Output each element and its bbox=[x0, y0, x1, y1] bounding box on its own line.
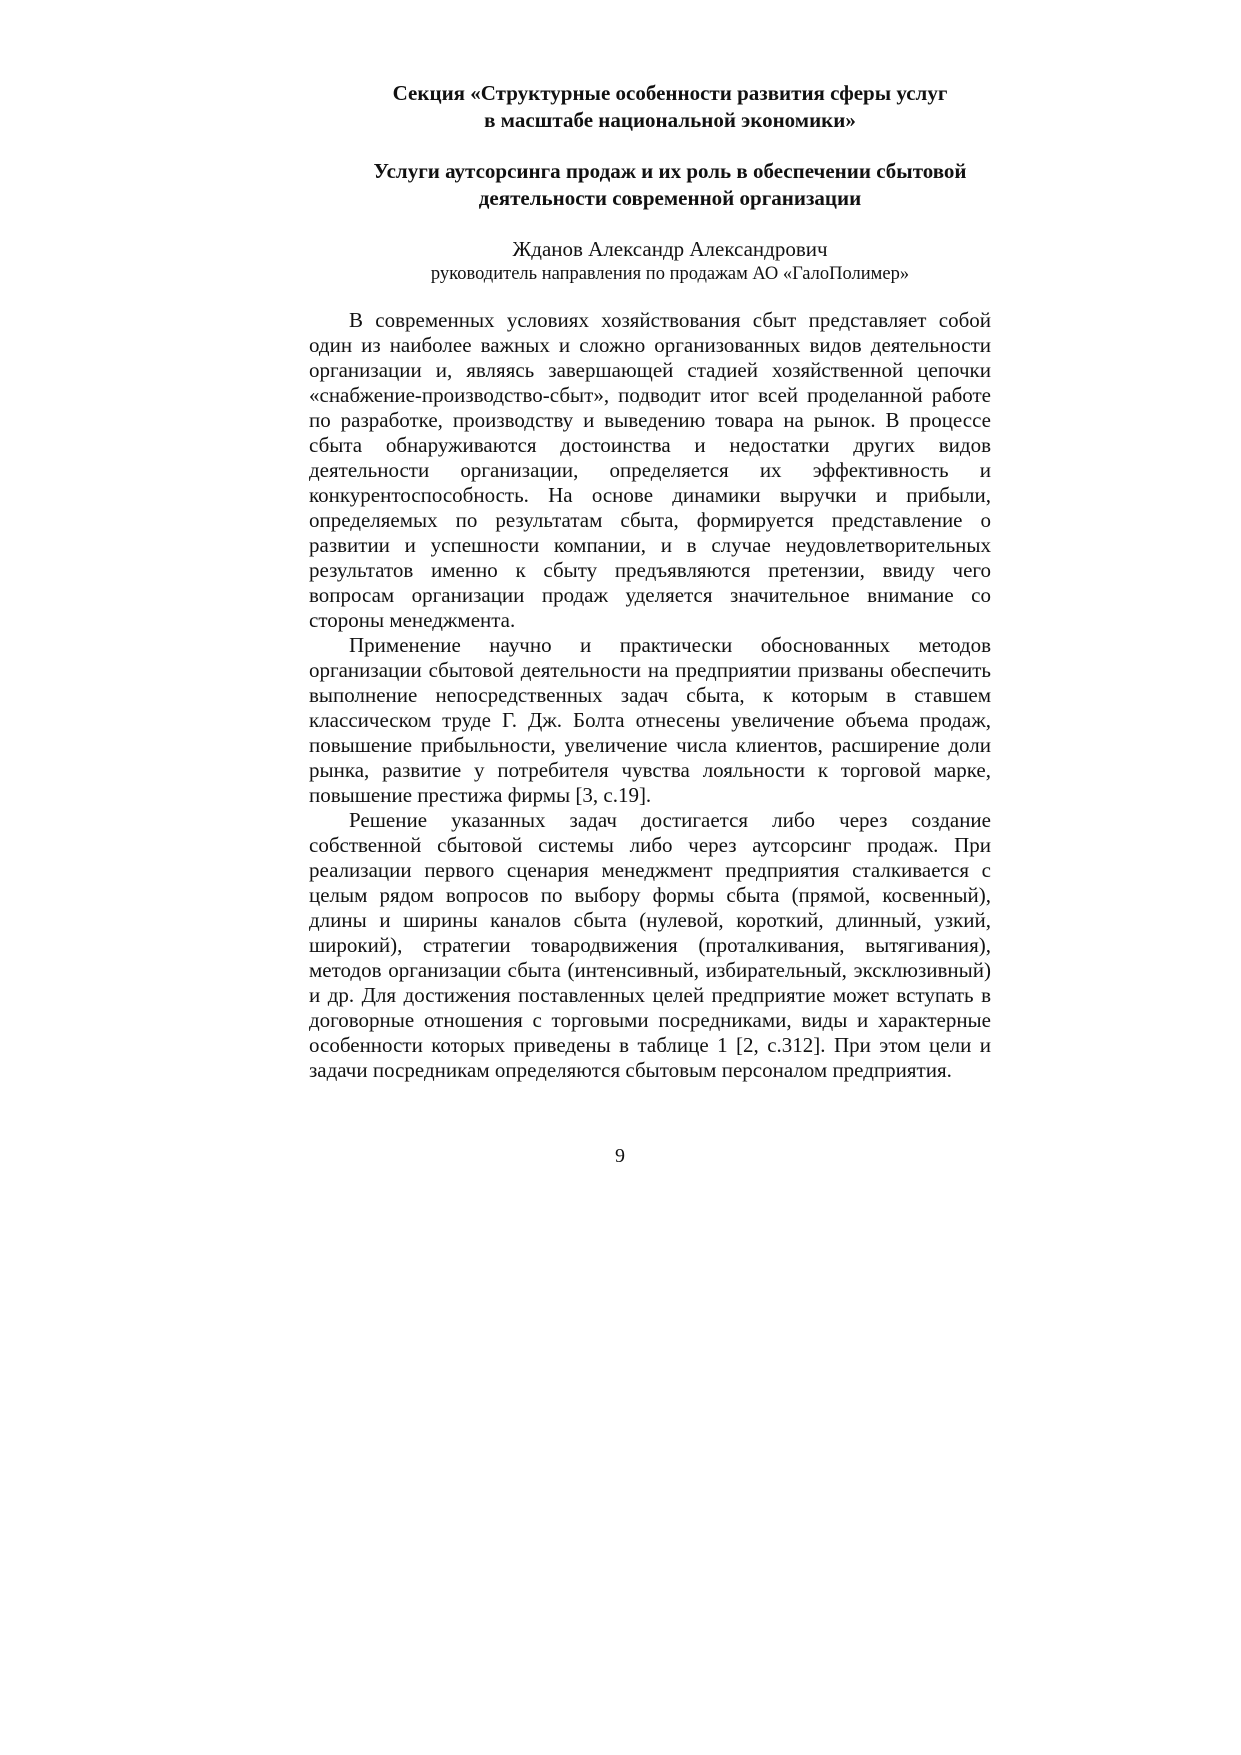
section-title bbox=[300, 80, 1040, 134]
body-paragraph-2: Применение научно и практически обоснованных методов организации сбытовой деятельности на предприятии призваны обеспечить выполнение непосредственных задач сбыта, к которым в ставшем классическом труде Г. Дж. Болта отнесены увеличение объема продаж, повышение прибыльности, увеличение числа клиентов, расширение доли рынка, развитие у потребителя чувства лояльности к торговой марке, повышение престижа фирмы [3, с.19]. bbox=[309, 633, 991, 807]
article-title bbox=[300, 158, 1040, 212]
section-title-line-1: Секция «Структурные особенности развития сферы услуг bbox=[392, 81, 948, 105]
body-paragraph-3: Решение указанных задач достигается либо через создание собственной сбытовой системы либо через аутсорсинг продаж. При реализации первого сценария менеджмент предприятия сталкивается с целым рядом вопросов по выбору формы сбыта (прямой, косвенный), длины и ширины каналов сбыта (нулевой, короткий, длинный, узкий, широкий), стратегии товародвижения (проталкивания, вытягивания), методов организации сбыта (интенсивный, избирательный, эксклюзивный) и др. Для достижения поставленных целей предприятие может вступать в договорные отношения с торговыми посредниками, виды и характерные особенности которых приведены в таблице 1 [2, с.312]. При этом цели и задачи посредникам определяются сбытовым персоналом предприятия. bbox=[309, 808, 991, 1082]
author-position: руководитель направления по продажам АО «ГалоПолимер» bbox=[430, 264, 910, 284]
author-name: Жданов Александр Александрович bbox=[512, 237, 828, 261]
body-paragraph-1: В современных условиях хозяйствования сбыт представляет собой один из наиболее важных и сложно организованных видов деятельности организации и, являясь завершающей стадией хозяйственной цепочки «снабжение-производство-сбыт», подводит итог всей проделанной работе по разработке, производству и выведению товара на рынок. В процессе сбыта обнаруживаются достоинства и недостатки других видов деятельности организации, определяется их эффективность и конкурентоспособность. На основе динамики выручки и прибыли, определяемых по результатам сбыта, формируется представление о развитии и успешности компании, и в случае неудовлетворительных результатов именно к сбыту предъявляются претензии, ввиду чего вопросам организации продаж уделяется значительное внимание со стороны менеджмента. bbox=[309, 308, 991, 632]
section-title-line-2: в масштабе национальной экономики» bbox=[484, 108, 856, 132]
article-body bbox=[309, 308, 991, 1083]
article-title-line-2: деятельности современной организации bbox=[478, 186, 862, 210]
article-title-line-1: Услуги аутсорсинга продаж и их роль в обеспечении сбытовой bbox=[373, 159, 967, 183]
page-number: 9 bbox=[615, 1145, 625, 1167]
